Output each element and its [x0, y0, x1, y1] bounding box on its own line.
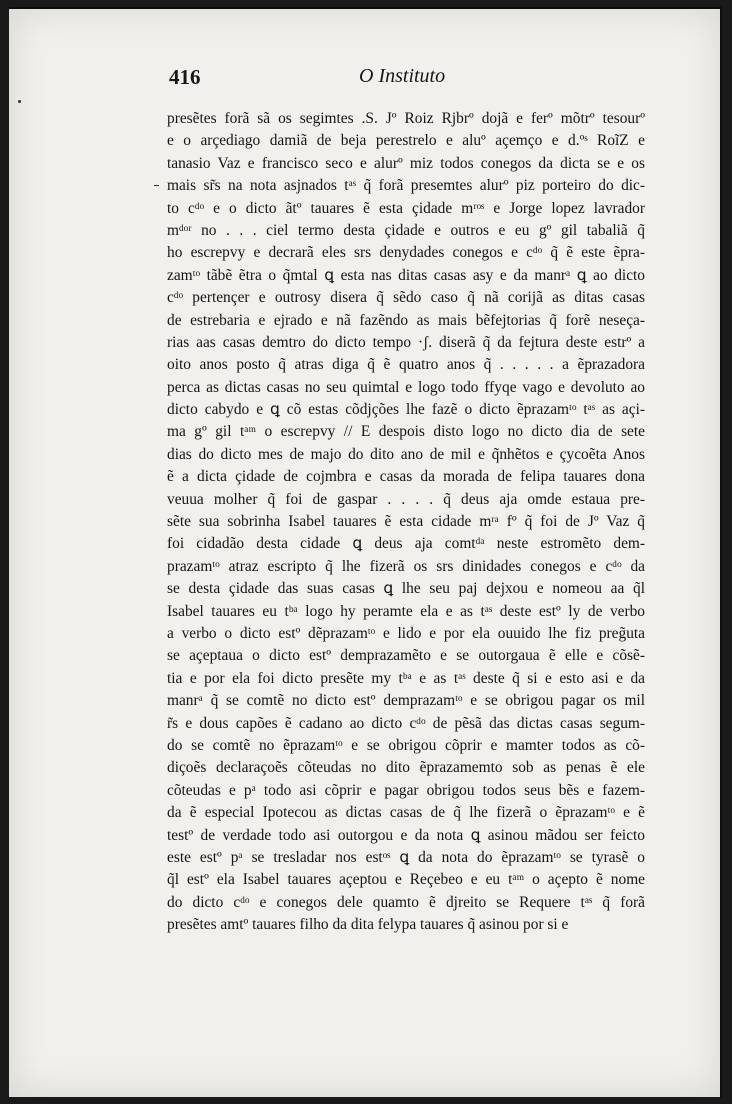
text-line: mᵈᵒʳ no . . . ciel termo desta çidade e outros e eu gº gil tabaliã q̃ [167, 221, 645, 239]
text-line: e o arçediago damiã de beja perestrelo e aluº açemço e d.ºˢ RoĩZ e [167, 132, 645, 150]
running-title: O Instituto [359, 65, 446, 87]
page-header [9, 65, 722, 95]
text-line: veuua molher q̃ foi de gaspar . . . . q̃ deus aja omde estaua pre- [167, 490, 645, 508]
text-line: diçoẽs declaraçoẽs cõteudas no dito ẽprazamemto sob as penas ẽ ele [167, 759, 645, 777]
text-line: sẽte sua sobrinha Isabel tauares ẽ esta cidade mʳᵃ fº q̃ foi de Jº Vaz q̃ [167, 513, 645, 531]
ink-speck [154, 185, 159, 186]
text-line: tanasio Vaz e francisco seco e alurº miz todos conegos da dicta se e os [167, 154, 645, 172]
text-line: este estº pᵃ se tresladar nos estᵒˢ ꝗ da nota do ẽprazamᵗᵒ se tyrasẽ o [167, 848, 645, 866]
page-number: 416 [169, 65, 201, 89]
book-page [9, 7, 722, 1097]
text-line: Isabel tauares eu tᵇᵃ logo hy peramte ela e as tᵃˢ deste estº ly de verbo [167, 602, 645, 620]
text-line: prazamᵗᵒ atraz escripto q̃ lhe fizerã os srs dinidades conegos e cᵈᵒ da [167, 557, 645, 575]
text-line: rias aas casas demtro do dicto tempo ·ʃ. diserã q̃ da fejtura deste estrº a [167, 333, 645, 351]
text-line: dicto cabydo e ꝗ cõ estas cõdjções lhe fazẽ o dicto ẽprazamᵗᵒ tᵃˢ as açi- [167, 401, 645, 419]
text-line: r̃s e dous capões ẽ cadano ao dicto cᵈᵒ de pẽsã das dictas casas segum- [167, 714, 645, 732]
text-line: cõteudas e pᵃ todo asi cõprir e pagar obrigou todos seus bẽs e fazem- [167, 781, 645, 799]
text-line: se desta çidade das suas casas ꝗ lhe seu paj dejxou e nomeou aa q̃l [167, 580, 645, 598]
text-line: presẽtes forã sã os segimtes .S. Jº Roiz Rjbrº dojã e ferº mõtrº tesourº [167, 110, 645, 127]
text-line: foi cidadão desta cidade ꝗ deus aja comtᵈᵃ neste estromẽto dem- [167, 535, 645, 553]
page-edge-right [720, 7, 722, 1097]
text-line: testº de verdade todo asi outorgou e da nota ꝗ asinou mãdou ser feicto [167, 826, 645, 844]
text-line: cᵈᵒ pertençer e outrosy disera q̃ sẽdo caso q̃ nã corijã as ditas casas [167, 289, 645, 307]
text-line: tia e por ela foi dicto presẽte my tᵇᵃ e as tᵃˢ deste q̃ si e esto asi e da [167, 669, 645, 687]
text-line: presẽtes amtº tauares filho da dita felypa tauares q̃ asinou por si e [167, 916, 569, 934]
text-line: manrᵃ q̃ se comtẽ no dicto estº demprazamᵗᵒ e se obrigou pagar os mil [167, 692, 645, 710]
text-line: mais sr̃s na nota asjnados tᵃˢ q̃ forã presemtes alurº piz porteiro do dic- [167, 177, 645, 195]
text-line: oito anos posto q̃ atras diga q̃ ẽ quatro anos q̃ . . . . . a ẽprazadora [167, 356, 645, 374]
text-line: a verbo o dicto estº dẽprazamᵗᵒ e lido e por ela ouuido lhe fiz preg̃uta [167, 624, 645, 642]
ink-speck [18, 100, 21, 103]
text-line: ma gº gil tᵃᵐ o escrepvy // E despois disto logo no dicto dia de sete [167, 423, 645, 441]
text-line: to cᵈᵒ e o dicto ãtº tauares ẽ esta çidade mʳᵒˢ e Jorge lopez lavrador [167, 199, 645, 217]
text-line: do dicto cᵈᵒ e conegos dele quamto ẽ djreito se Requere tᵃˢ q̃ forã [167, 893, 645, 911]
text-line: da ẽ especial Ipotecou as dictas casas de q̃ lhe fizerã o ẽprazamᵗᵒ e ẽ [167, 804, 645, 822]
text-line: do se comtẽ no ẽprazamᵗᵒ e se obrigou cõprir e mamter todos as cõ- [167, 736, 645, 754]
text-line: zamᵗᵒ tãbẽ ẽtra o q̃mtal ꝗ esta nas ditas casas asy e da manrᵃ ꝗ ao dicto [167, 266, 645, 284]
text-line: se açeptaua o dicto estº demprazamẽto e se outorgaua ẽ elle e cõsẽ- [167, 647, 645, 665]
page-edge-top [9, 7, 722, 9]
text-line: q̃l estº ela Isabel tauares açeptou e Reçebeo e eu tᵃᵐ o açepto ẽ nome [167, 871, 645, 889]
body-text [167, 108, 645, 936]
text-line: ho escrepvy e decrarã eles srs denydades conegos e cᵈᵒ q̃ ẽ este ẽpra- [167, 244, 645, 262]
text-line: perca as dictas casas no seu quimtal e logo todo ffyqe vago e devoluto ao [167, 378, 645, 396]
text-line: ẽ a dicta çidade de cojmbra e casas da morada de felipa tauares dona [167, 468, 645, 486]
text-line: dias do dicto mes de majo do dito ano de mil e q̃nhẽtos e çycoẽta Anos [167, 445, 645, 463]
text-line: de estrebaria e ejrado e nã fazẽndo as mais bẽfejtorias q̃ forẽ neseça- [167, 311, 645, 329]
